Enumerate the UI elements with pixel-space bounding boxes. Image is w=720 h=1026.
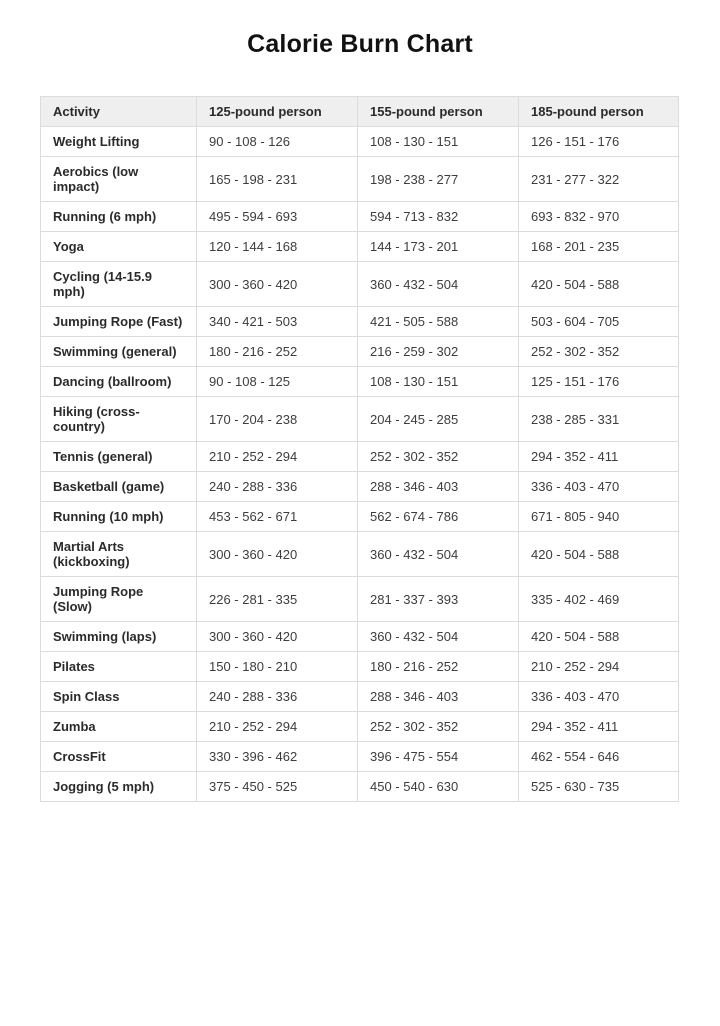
calories-125-cell: 300 - 360 - 420 <box>197 262 358 307</box>
calories-155-cell: 144 - 173 - 201 <box>358 232 519 262</box>
table-row <box>41 127 679 157</box>
calories-185-cell: 420 - 504 - 588 <box>519 532 679 577</box>
table-row <box>41 157 679 202</box>
calories-125-cell: 240 - 288 - 336 <box>197 472 358 502</box>
activity-name-cell: Running (10 mph) <box>41 502 197 532</box>
activity-name-cell: Dancing (ballroom) <box>41 367 197 397</box>
table-row <box>41 532 679 577</box>
calories-185-cell: 168 - 201 - 235 <box>519 232 679 262</box>
table-row <box>41 442 679 472</box>
activity-name-cell: Zumba <box>41 712 197 742</box>
calories-185-cell: 238 - 285 - 331 <box>519 397 679 442</box>
calories-155-cell: 396 - 475 - 554 <box>358 742 519 772</box>
activity-name-cell: Jogging (5 mph) <box>41 772 197 802</box>
activity-name-cell: Jumping Rope (Slow) <box>41 577 197 622</box>
table-row <box>41 682 679 712</box>
calories-185-cell: 693 - 832 - 970 <box>519 202 679 232</box>
table-row <box>41 742 679 772</box>
calories-125-cell: 300 - 360 - 420 <box>197 622 358 652</box>
calories-155-cell: 252 - 302 - 352 <box>358 442 519 472</box>
calories-125-cell: 210 - 252 - 294 <box>197 442 358 472</box>
calories-155-cell: 252 - 302 - 352 <box>358 712 519 742</box>
calories-125-cell: 90 - 108 - 125 <box>197 367 358 397</box>
calories-185-cell: 671 - 805 - 940 <box>519 502 679 532</box>
calories-125-cell: 453 - 562 - 671 <box>197 502 358 532</box>
calories-125-cell: 226 - 281 - 335 <box>197 577 358 622</box>
activity-name-cell: Cycling (14-15.9 mph) <box>41 262 197 307</box>
calories-155-cell: 204 - 245 - 285 <box>358 397 519 442</box>
calories-155-cell: 288 - 346 - 403 <box>358 682 519 712</box>
activity-name-cell: Martial Arts (kickboxing) <box>41 532 197 577</box>
calories-125-cell: 300 - 360 - 420 <box>197 532 358 577</box>
calories-185-cell: 336 - 403 - 470 <box>519 682 679 712</box>
activity-name-cell: CrossFit <box>41 742 197 772</box>
activity-name-cell: Basketball (game) <box>41 472 197 502</box>
calories-155-cell: 360 - 432 - 504 <box>358 622 519 652</box>
calories-155-cell: 108 - 130 - 151 <box>358 367 519 397</box>
calories-185-cell: 503 - 604 - 705 <box>519 307 679 337</box>
calories-125-cell: 150 - 180 - 210 <box>197 652 358 682</box>
table-row <box>41 502 679 532</box>
table-row <box>41 577 679 622</box>
calories-185-cell: 335 - 402 - 469 <box>519 577 679 622</box>
calories-155-cell: 108 - 130 - 151 <box>358 127 519 157</box>
calories-125-cell: 240 - 288 - 336 <box>197 682 358 712</box>
table-row <box>41 712 679 742</box>
activity-name-cell: Spin Class <box>41 682 197 712</box>
calories-185-cell: 231 - 277 - 322 <box>519 157 679 202</box>
table-row <box>41 262 679 307</box>
calories-185-cell: 525 - 630 - 735 <box>519 772 679 802</box>
calories-185-cell: 294 - 352 - 411 <box>519 712 679 742</box>
calories-155-cell: 216 - 259 - 302 <box>358 337 519 367</box>
activity-name-cell: Swimming (laps) <box>41 622 197 652</box>
table-row <box>41 397 679 442</box>
table-row <box>41 337 679 367</box>
calorie-table-container <box>40 96 678 802</box>
calories-155-cell: 198 - 238 - 277 <box>358 157 519 202</box>
activity-name-cell: Hiking (cross-country) <box>41 397 197 442</box>
calories-185-cell: 462 - 554 - 646 <box>519 742 679 772</box>
column-header-125-pound: 125-pound person <box>197 97 358 127</box>
calories-185-cell: 294 - 352 - 411 <box>519 442 679 472</box>
activity-name-cell: Yoga <box>41 232 197 262</box>
calorie-burn-table <box>40 96 679 802</box>
calories-185-cell: 210 - 252 - 294 <box>519 652 679 682</box>
activity-name-cell: Swimming (general) <box>41 337 197 367</box>
calories-185-cell: 126 - 151 - 176 <box>519 127 679 157</box>
calories-125-cell: 120 - 144 - 168 <box>197 232 358 262</box>
calories-125-cell: 180 - 216 - 252 <box>197 337 358 367</box>
table-row <box>41 622 679 652</box>
calories-125-cell: 90 - 108 - 126 <box>197 127 358 157</box>
calories-125-cell: 210 - 252 - 294 <box>197 712 358 742</box>
calories-185-cell: 420 - 504 - 588 <box>519 622 679 652</box>
column-header-activity: Activity <box>41 97 197 127</box>
calories-185-cell: 125 - 151 - 176 <box>519 367 679 397</box>
column-header-155-pound: 155-pound person <box>358 97 519 127</box>
calories-155-cell: 281 - 337 - 393 <box>358 577 519 622</box>
activity-name-cell: Weight Lifting <box>41 127 197 157</box>
calories-185-cell: 420 - 504 - 588 <box>519 262 679 307</box>
activity-name-cell: Running (6 mph) <box>41 202 197 232</box>
table-row <box>41 472 679 502</box>
table-row <box>41 367 679 397</box>
calories-185-cell: 336 - 403 - 470 <box>519 472 679 502</box>
calories-155-cell: 450 - 540 - 630 <box>358 772 519 802</box>
column-header-185-pound: 185-pound person <box>519 97 679 127</box>
table-header <box>41 97 679 127</box>
page-title: Calorie Burn Chart <box>247 30 473 58</box>
table-row <box>41 202 679 232</box>
activity-name-cell: Tennis (general) <box>41 442 197 472</box>
activity-name-cell: Pilates <box>41 652 197 682</box>
table-row <box>41 307 679 337</box>
calories-125-cell: 330 - 396 - 462 <box>197 742 358 772</box>
calories-125-cell: 495 - 594 - 693 <box>197 202 358 232</box>
calories-155-cell: 180 - 216 - 252 <box>358 652 519 682</box>
calories-155-cell: 562 - 674 - 786 <box>358 502 519 532</box>
table-row <box>41 652 679 682</box>
calories-125-cell: 375 - 450 - 525 <box>197 772 358 802</box>
calories-155-cell: 594 - 713 - 832 <box>358 202 519 232</box>
activity-name-cell: Aerobics (low impact) <box>41 157 197 202</box>
calories-125-cell: 170 - 204 - 238 <box>197 397 358 442</box>
calories-185-cell: 252 - 302 - 352 <box>519 337 679 367</box>
calories-155-cell: 360 - 432 - 504 <box>358 262 519 307</box>
table-row <box>41 772 679 802</box>
table-body <box>41 127 679 802</box>
calories-125-cell: 340 - 421 - 503 <box>197 307 358 337</box>
activity-name-cell: Jumping Rope (Fast) <box>41 307 197 337</box>
calories-155-cell: 360 - 432 - 504 <box>358 532 519 577</box>
table-header-row <box>41 97 679 127</box>
calories-155-cell: 421 - 505 - 588 <box>358 307 519 337</box>
table-row <box>41 232 679 262</box>
calories-125-cell: 165 - 198 - 231 <box>197 157 358 202</box>
calories-155-cell: 288 - 346 - 403 <box>358 472 519 502</box>
